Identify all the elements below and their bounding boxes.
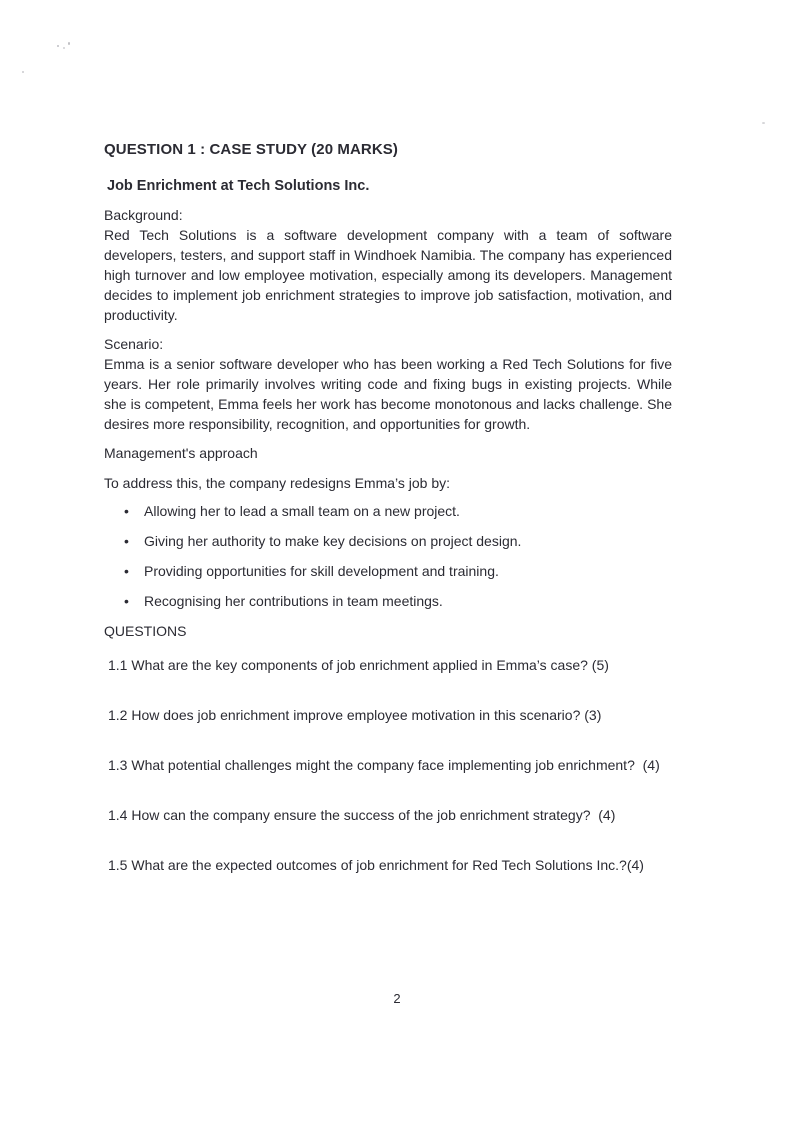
question-item: 1.5 What are the expected outcomes of job enrichment for Red Tech Solutions Inc.?(4) [108, 857, 644, 873]
bullet-text: Giving her authority to make key decisions on project design. [144, 533, 522, 549]
bullet-item [104, 501, 672, 521]
scan-speck [63, 47, 65, 49]
scenario-paragraph: Emma is a senior software developer who has been working a Red Tech Solutions for five years. Her role primarily involves writing code and fixing bugs in existing projects. While she is competent, Emma feels her work has become monotonous and lacks challenge. She desires more responsibility, recognition, and opportunities for growth. [104, 356, 672, 432]
approach-intro: To address this, the company redesigns Emma’s job by: [104, 475, 451, 491]
page-content [104, 140, 672, 875]
background-section [104, 205, 672, 325]
scan-speck [22, 71, 24, 73]
bullet-text: Providing opportunities for skill development and training. [144, 563, 499, 579]
background-label: Background: [104, 207, 183, 223]
question-item: 1.3 What potential challenges might the company face implementing job enrichment? (4) [108, 757, 660, 773]
question-heading: QUESTION 1 : CASE STUDY (20 MARKS) [104, 141, 398, 158]
scenario-label: Scenario: [104, 336, 164, 352]
scan-speck [57, 45, 59, 47]
scan-speck [68, 42, 70, 45]
question-item: 1.2 How does job enrichment improve employee motivation in this scenario? (3) [108, 707, 602, 723]
question-item: 1.1 What are the key components of job enrichment applied in Emma’s case? (5) [108, 657, 609, 673]
case-study-title: Job Enrichment at Tech Solutions Inc. [107, 178, 370, 194]
background-paragraph: Red Tech Solutions is a software development company with a team of software developers, testers, and support staff in Windhoek Namibia. The company has experienced high turnover and low employee motivation, especially among its developers. Management decides to implement job enrichment strategies to improve job satisfaction, motivation, and productivity. [104, 227, 672, 323]
scenario-section [104, 334, 672, 434]
question-item: 1.4 How can the company ensure the success of the job enrichment strategy? (4) [108, 807, 616, 823]
bullet-item [104, 561, 672, 581]
bullet-text: Recognising her contributions in team meetings. [144, 593, 443, 609]
bullet-item [104, 591, 672, 611]
approach-label: Management's approach [104, 445, 258, 461]
page-number: 2 [393, 991, 401, 1006]
questions-list [104, 655, 672, 875]
questions-label: QUESTIONS [104, 623, 187, 639]
scan-speck [762, 122, 765, 124]
bullet-list [104, 501, 672, 611]
bullet-text: Allowing her to lead a small team on a new project. [144, 503, 460, 519]
bullet-item [104, 531, 672, 551]
